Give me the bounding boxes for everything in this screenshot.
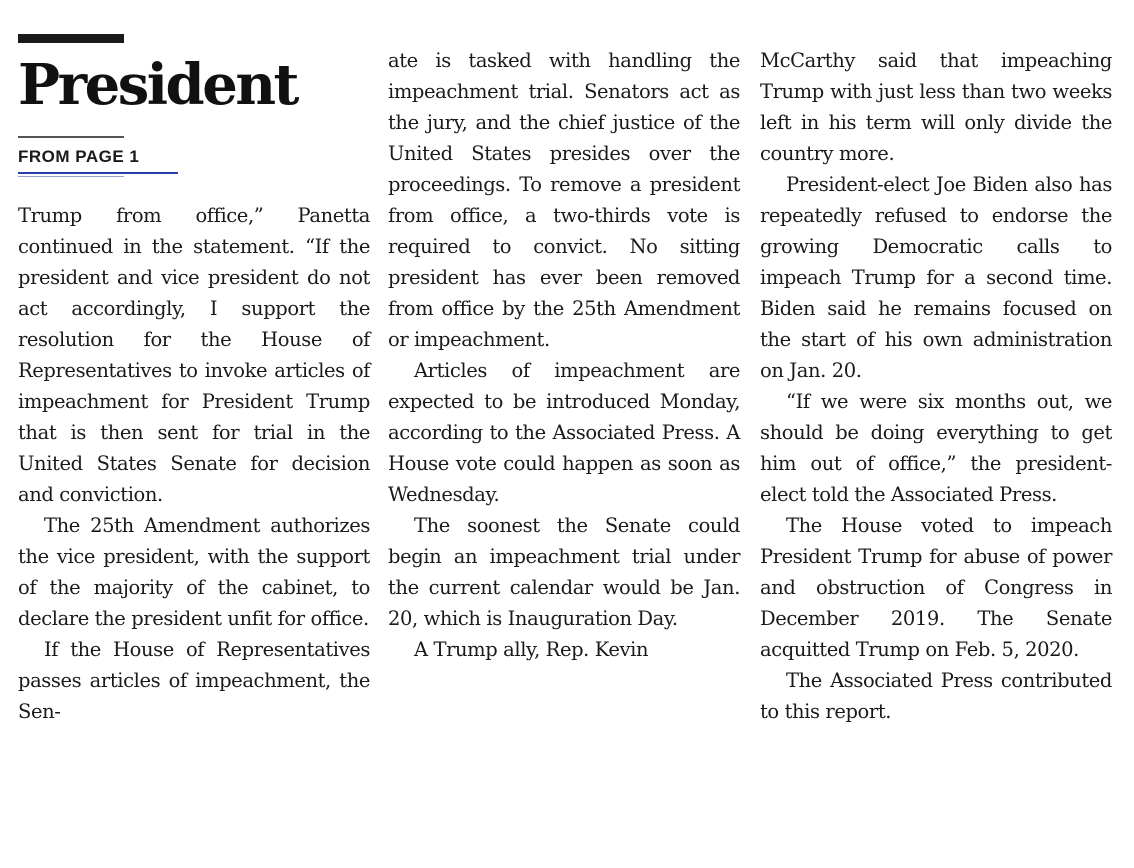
paragraph: If the House of Representatives passes articles of impeachment, the Sen- [18, 638, 370, 723]
kicker-top-rule [18, 136, 124, 138]
headline: President [18, 52, 297, 118]
paragraph: Trump from office,” Panetta continued in the statement. “If the president and vice president do not act accordingly, I support the resolution for the House of Representatives to invoke articles of impeachment for President Trump that is then sent for trial in the United States Senate for decision and conviction. [18, 204, 370, 506]
column-3-body [760, 45, 1112, 727]
paragraph: The House voted to impeach President Trump for abuse of power and obstruction of Congress in December 2019. The Senate acquitted Trump on Feb. 5, 2020. [760, 514, 1112, 661]
paragraph: A Trump ally, Rep. Kevin [414, 638, 649, 661]
paragraph: The 25th Amendment authorizes the vice president, with the support of the majority of the cabinet, to declare the president unfit for office. [18, 514, 370, 630]
paragraph: “If we were six months out, we should be doing everything to get him out of office,” the president-elect told the Associated Press. [760, 390, 1112, 506]
kicker-underline-secondary [18, 176, 124, 177]
paragraph: The Associated Press contributed to this report. [760, 669, 1112, 723]
paragraph: McCarthy said that impeaching Trump with just less than two weeks left in his term will only divide the country more. [760, 49, 1112, 165]
paragraph: ate is tasked with handling the impeachment trial. Senators act as the jury, and the chief justice of the United States presides over the proceedings. To remove a president from office, a two-thirds vote is required to convict. No sitting president has ever been removed from office by the 25th Amendment or impeachment. [388, 49, 740, 351]
paragraph: The soonest the Senate could begin an impeachment trial under the current calendar would be Jan. 20, which is Inauguration Day. [388, 514, 740, 630]
column-1-body [18, 200, 370, 727]
jump-kicker: FROM PAGE 1 [18, 147, 140, 166]
headline-top-rule [18, 34, 124, 43]
paragraph: President-elect Joe Biden also has repeatedly refused to endorse the growing Democratic calls to impeach Trump for a second time. Biden said he remains focused on the start of his own administration on Jan. 20. [760, 173, 1112, 382]
paragraph: Articles of impeachment are expected to be introduced Monday, according to the Associated Press. A House vote could happen as soon as Wednesday. [388, 359, 740, 506]
kicker-underline [18, 172, 178, 174]
column-2-body [388, 45, 740, 665]
